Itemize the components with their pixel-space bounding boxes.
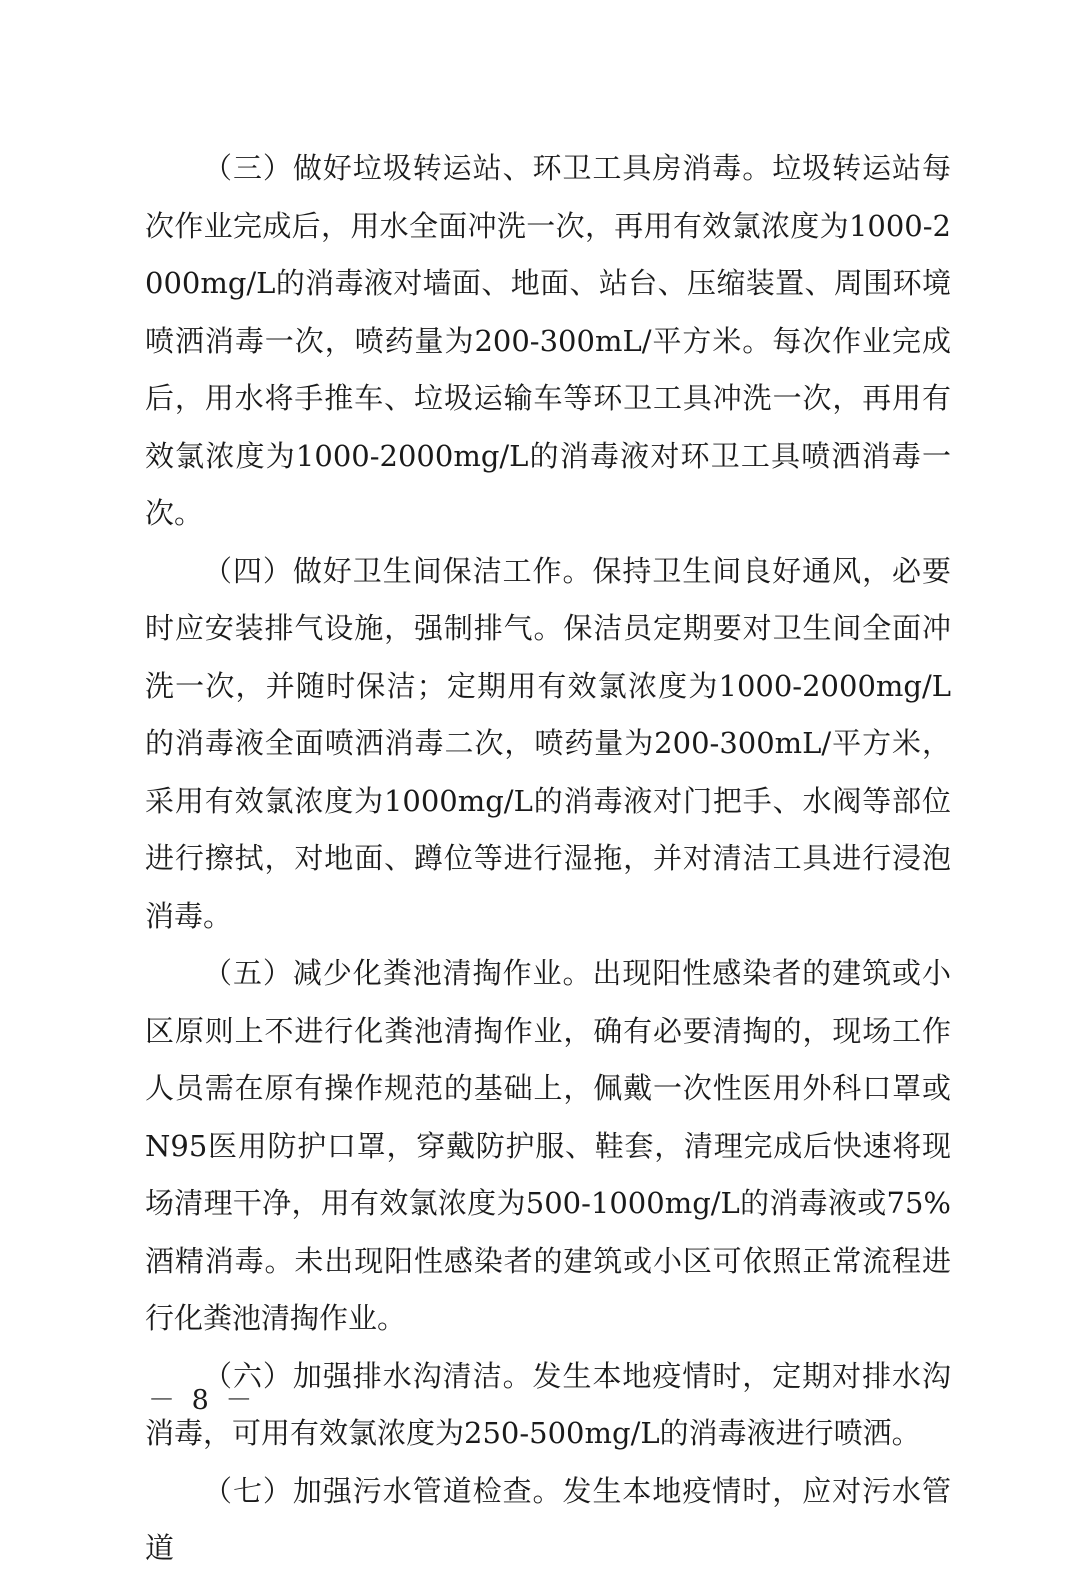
paragraph-section-5: （五）减少化粪池清掏作业。出现阳性感染者的建筑或小区原则上不进行化粪池清掏作业，确有必要清掏的，现场工作人员需在原有操作规范的基础上，佩戴一次性医用外科口罩或N95医用防护口罩，穿戴防护服、鞋套，清理完成后快速将现场清理干净，用有效氯浓度为500-1000mg/L的消毒液或75%酒精消毒。未出现阳性感染者的建筑或小区可依照正常流程进行化粪池清掏作业。 bbox=[145, 956, 951, 1335]
document-body bbox=[145, 140, 951, 1578]
paragraph-section-4: （四）做好卫生间保洁工作。保持卫生间良好通风，必要时应安装排气设施，强制排气。保洁员定期要对卫生间全面冲洗一次，并随时保洁；定期用有效氯浓度为1000-2000mg/L的消毒液全面喷洒消毒二次，喷药量为200-300mL/平方米，采用有效氯浓度为1000mg/L的消毒液对门把手、水阀等部位进行擦拭，对地面、蹲位等进行湿拖，并对清洁工具进行浸泡消毒。 bbox=[145, 553, 951, 933]
paragraph-section-3: （三）做好垃圾转运站、环卫工具房消毒。垃圾转运站每次作业完成后，用水全面冲洗一次，再用有效氯浓度为1000-2000mg/L的消毒液对墙面、地面、站台、压缩装置、周围环境喷洒消毒一次，喷药量为200-300mL/平方米。每次作业完成后，用水将手推车、垃圾运输车等环卫工具冲洗一次，再用有效氯浓度为1000-2000mg/L的消毒液对环卫工具喷洒消毒一次。 bbox=[145, 151, 951, 530]
paragraph-section-6: （六）加强排水沟清洁。发生本地疫情时，定期对排水沟消毒，可用有效氯浓度为250-500mg/L的消毒液进行喷洒。 bbox=[145, 1358, 951, 1450]
page-number: － 8 － bbox=[148, 1385, 257, 1416]
paragraph-section-7: （七）加强污水管道检查。发生本地疫情时，应对污水管道 bbox=[145, 1473, 951, 1565]
